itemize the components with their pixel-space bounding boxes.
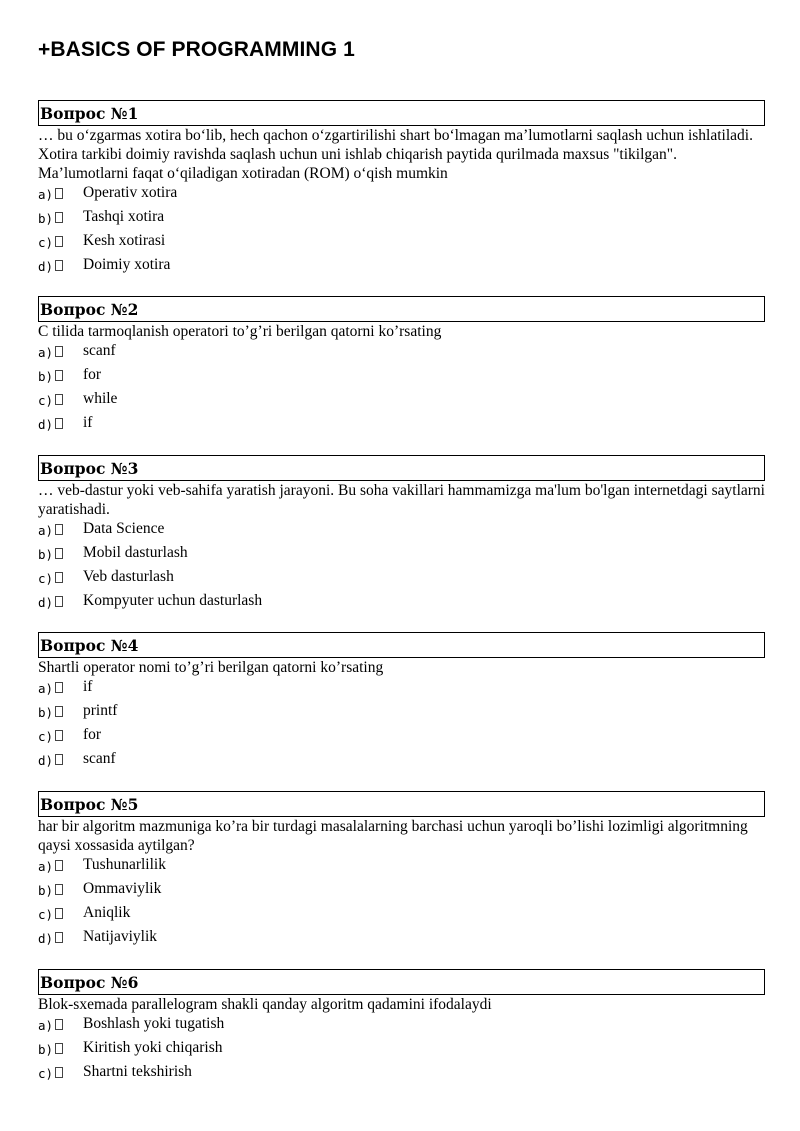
option-letter: c) (38, 907, 54, 922)
question-header: Вопрос №6 (38, 969, 765, 995)
document-title: +BASICS OF PROGRAMMING 1 (38, 38, 355, 61)
option-label: Data Science (83, 520, 165, 537)
option-item[interactable] (38, 341, 765, 365)
option-item[interactable] (38, 255, 765, 279)
checkbox-icon[interactable] (55, 908, 63, 919)
option-letter: d) (38, 931, 54, 946)
option-letter: b) (38, 369, 54, 384)
checkbox-icon[interactable] (55, 884, 63, 895)
option-letter: c) (38, 571, 54, 586)
option-label: scanf (83, 750, 116, 767)
checkbox-icon[interactable] (55, 1043, 63, 1054)
checkbox-icon[interactable] (55, 394, 63, 405)
option-letter: d) (38, 417, 54, 432)
option-item[interactable] (38, 1014, 765, 1038)
checkbox-icon[interactable] (55, 548, 63, 559)
option-label: Shartni tekshirish (83, 1063, 192, 1080)
option-label: for (83, 726, 102, 743)
option-label: Tushunarlilik (83, 856, 166, 873)
checkbox-icon[interactable] (55, 1019, 63, 1030)
option-item[interactable] (38, 903, 765, 927)
checkbox-icon[interactable] (55, 346, 63, 357)
question-block (38, 100, 765, 279)
checkbox-icon[interactable] (55, 572, 63, 583)
option-item[interactable] (38, 749, 765, 773)
option-letter: b) (38, 883, 54, 898)
option-item[interactable] (38, 725, 765, 749)
option-item[interactable] (38, 567, 765, 591)
option-letter: a) (38, 345, 54, 360)
option-letter: a) (38, 681, 54, 696)
question-block (38, 791, 765, 951)
question-header: Вопрос №1 (38, 100, 765, 126)
question-text: har bir algoritm mazmuniga ko’ra bir turdagi masalalarning barchasi uchun yaroqli bo’lishi lozimligi algoritmning qaysi xossasida aytilgan? (38, 818, 748, 854)
option-letter: c) (38, 1066, 54, 1081)
checkbox-icon[interactable] (55, 236, 63, 247)
option-item[interactable] (38, 927, 765, 951)
option-label: Mobil dasturlash (83, 544, 188, 561)
checkbox-icon[interactable] (55, 370, 63, 381)
option-list (38, 677, 765, 773)
option-label: Ommaviylik (83, 880, 162, 897)
option-item[interactable] (38, 231, 765, 255)
checkbox-icon[interactable] (55, 754, 63, 765)
option-letter: d) (38, 259, 54, 274)
question-text: … bu o‘zgarmas xotira bo‘lib, hech qachon o‘zgartirilishi shart bo‘lmagan ma’lumotlarni saqlash uchun ishlatiladi. Xotira tarkibi doimiy ravishda saqlash uchun uni ishlab chiqarish paytida qurilmada maxsus "tikilgan". Ma’lumotlarni faqat o‘qiladigan xotiradan (ROM) o‘qish mumkin (38, 127, 753, 182)
option-label: Boshlash yoki tugatish (83, 1015, 225, 1032)
option-label: Doimiy xotira (83, 256, 171, 273)
question-block (38, 296, 765, 437)
question-block (38, 632, 765, 773)
checkbox-icon[interactable] (55, 524, 63, 535)
option-letter: a) (38, 523, 54, 538)
option-list (38, 855, 765, 951)
checkbox-icon[interactable] (55, 188, 63, 199)
option-item[interactable] (38, 519, 765, 543)
checkbox-icon[interactable] (55, 260, 63, 271)
option-label: Kompyuter uchun dasturlash (83, 592, 263, 609)
checkbox-icon[interactable] (55, 682, 63, 693)
option-letter: b) (38, 705, 54, 720)
option-item[interactable] (38, 591, 765, 615)
option-letter: b) (38, 1042, 54, 1057)
option-list (38, 341, 765, 437)
option-list (38, 519, 765, 615)
option-item[interactable] (38, 365, 765, 389)
option-item[interactable] (38, 543, 765, 567)
option-item[interactable] (38, 183, 765, 207)
option-label: for (83, 366, 102, 383)
option-letter: a) (38, 859, 54, 874)
option-label: scanf (83, 342, 116, 359)
option-item[interactable] (38, 207, 765, 231)
question-text: Blok-sxemada parallelogram shakli qanday algoritm qadamini ifodalaydi (38, 996, 492, 1013)
option-label: Operativ xotira (83, 184, 178, 201)
checkbox-icon[interactable] (55, 932, 63, 943)
question-block (38, 969, 765, 1086)
option-label: printf (83, 702, 118, 719)
option-label: Aniqlik (83, 904, 131, 921)
checkbox-icon[interactable] (55, 706, 63, 717)
option-letter: c) (38, 729, 54, 744)
option-letter: d) (38, 595, 54, 610)
option-letter: c) (38, 393, 54, 408)
option-item[interactable] (38, 1038, 765, 1062)
option-label: Kesh xotirasi (83, 232, 166, 249)
question-block (38, 455, 765, 615)
question-text: … veb-dastur yoki veb-sahifa yaratish jarayoni. Bu soha vakillari hammamizga ma'lum bo'lgan internetdagi saytlarni yaratishadi. (38, 482, 765, 518)
checkbox-icon[interactable] (55, 860, 63, 871)
option-item[interactable] (38, 389, 765, 413)
option-label: Natijaviylik (83, 928, 158, 945)
question-text: C tilida tarmoqlanish operatori to’g’ri berilgan qatorni ko’rsating (38, 323, 442, 340)
option-letter: b) (38, 211, 54, 226)
question-header: Вопрос №3 (38, 455, 765, 481)
option-item[interactable] (38, 879, 765, 903)
option-label: Tashqi xotira (83, 208, 165, 225)
option-label: Veb dasturlash (83, 568, 174, 585)
option-letter: d) (38, 753, 54, 768)
option-item[interactable] (38, 855, 765, 879)
option-letter: b) (38, 547, 54, 562)
question-header: Вопрос №5 (38, 791, 765, 817)
option-label: if (83, 414, 93, 431)
option-label: Kiritish yoki chiqarish (83, 1039, 223, 1056)
option-letter: c) (38, 235, 54, 250)
question-header: Вопрос №4 (38, 632, 765, 658)
checkbox-icon[interactable] (55, 596, 63, 607)
checkbox-icon[interactable] (55, 1067, 63, 1078)
option-list (38, 183, 765, 279)
option-letter: a) (38, 1018, 54, 1033)
option-label: if (83, 678, 93, 695)
checkbox-icon[interactable] (55, 730, 63, 741)
option-letter: a) (38, 187, 54, 202)
option-item[interactable] (38, 413, 765, 437)
option-list (38, 1014, 765, 1086)
checkbox-icon[interactable] (55, 212, 63, 223)
question-text: Shartli operator nomi to’g’ri berilgan qatorni ko’rsating (38, 659, 384, 676)
option-item[interactable] (38, 677, 765, 701)
option-item[interactable] (38, 1062, 765, 1086)
option-item[interactable] (38, 701, 765, 725)
question-header: Вопрос №2 (38, 296, 765, 322)
checkbox-icon[interactable] (55, 418, 63, 429)
option-label: while (83, 390, 118, 407)
